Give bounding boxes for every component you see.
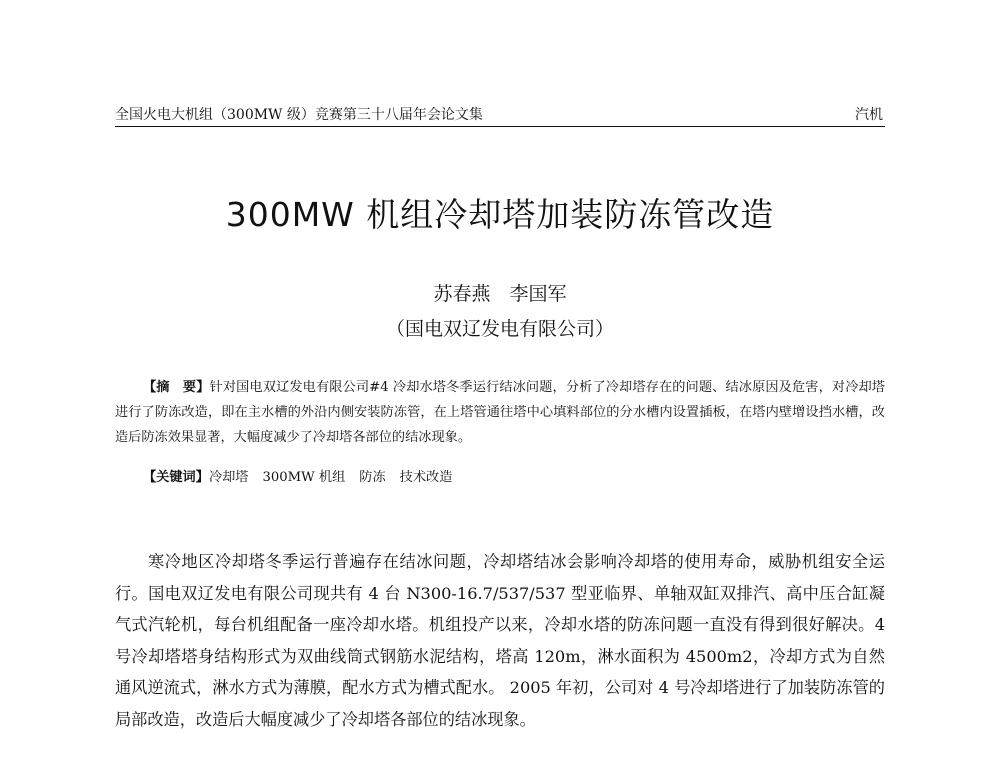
keyword-item: 冷却塔	[208, 470, 249, 485]
body-paragraph: 寒冷地区冷却塔冬季运行普遍存在结冰问题，冷却塔结冰会影响冷却塔的使用寿命，威胁机组安全运行。国电双辽发电有限公司现共有 4 台 N300-16.7/537/537 型亚临界、单轴双缸双排汽、高中压合缸凝气式汽轮机，每台机组配备一座冷却水塔。机组投产以来，冷却水塔的防冻问题一直没有得到很好解决。4 号冷却塔塔身结构形式为双曲线筒式钢筋水泥结构，塔高 120m，淋水面积为 4500m2，冷却方式为自然通风逆流式，淋水方式为薄膜，配水方式为槽式配水。 2005 年初，公司对 4 号冷却塔进行了加装防冻管的局部改造，改造后大幅度减少了冷却塔各部位的结冰现象。	[115, 552, 885, 729]
affiliation: （国电双辽发电有限公司）	[385, 318, 614, 340]
abstract-text: 针对国电双辽发电有限公司#4 冷却水塔冬季运行结冰问题，分析了冷却塔存在的问题、结冰原因及危害，对冷却塔进行了防冻改造，即在主水槽的外沿内侧安装防冻管，在上塔管通往塔中心填料部位的分水槽内设置插板，在塔内壁增设挡水槽，改造后防冻效果显著，大幅度减少了冷却塔各部位的结冰现象。	[115, 380, 885, 445]
abstract	[115, 375, 885, 450]
keywords	[143, 465, 885, 490]
abstract-label: 【摘 要】	[143, 380, 210, 395]
proceedings-title: 全国火电大机组（300MW 级）竞赛第三十八届年会论文集	[115, 107, 483, 123]
keyword-item: 防冻	[359, 470, 386, 485]
keyword-item: 技术改造	[399, 470, 453, 485]
paper-title: 300MW 机组冷却塔加装防冻管改造	[225, 195, 775, 234]
section-label: 汽机	[855, 107, 883, 123]
authors: 苏春燕 李国军	[433, 283, 567, 305]
running-header	[115, 104, 885, 127]
keyword-item: 300MW 机组	[262, 470, 346, 485]
keywords-label: 【关键词】	[143, 470, 209, 485]
